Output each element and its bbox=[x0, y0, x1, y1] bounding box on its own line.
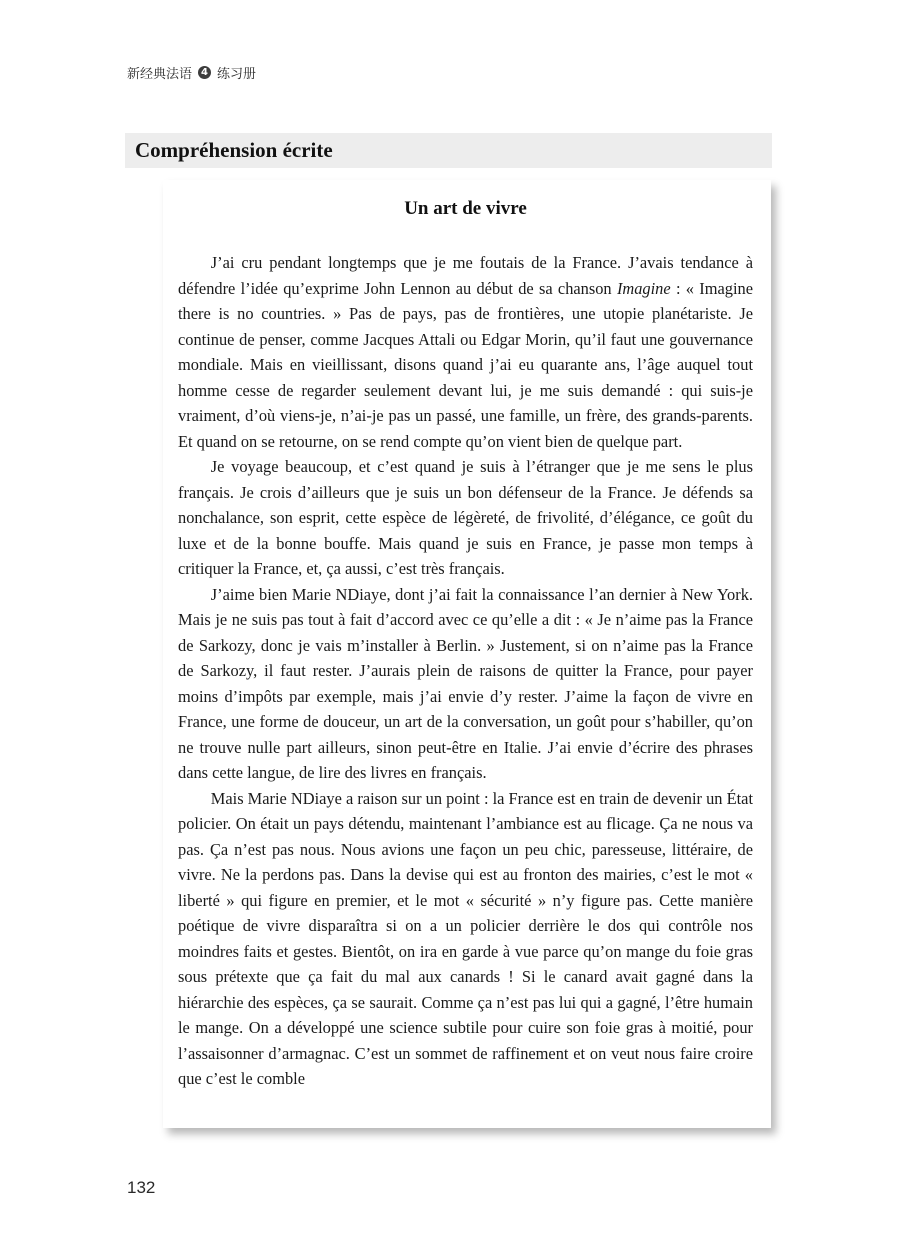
section-title: Compréhension écrite bbox=[125, 133, 772, 168]
paragraph: Mais Marie NDiaye a raison sur un point : la France est en train de devenir un État policier. On était un pays détendu, maintenant l’ambiance est au flicage. Ça ne nous va pas. Ça n’est pas nous. Nous avions une façon un peu chic, paresseuse, littéraire, de vivre. Ne la perdons pas. Dans la devise qui est au fronton des mairies, c’est le mot « liberté » qui figure en premier, et le mot « sécurité » n’y figure pas. Cette manière poétique de vivre disparaîtra si on a un policier derrière le dos qui contrôle nos moindres faits et gestes. Bientôt, on ira en garde à vue parce qu’on mange du foie gras sous prétexte que ça fait du mal aux canards ! Si le canard avait gagné dans la hiérarchie des espèces, ça se saurait. Comme ça n’est pas lui qui a gagné, l’être humain le mange. On a développé une science subtile pour cuire son foie gras à moitié, pour l’assaisonner d’armagnac. C’est un sommet de raffinement et on veut nous faire croire que c’est le comble bbox=[178, 788, 753, 1088]
paragraph-text: : « Imagine there is no countries. » Pas de pays, pas de frontières, une utopie planétariste. Je continue de penser, comme Jacques Attali ou Edgar Morin, qu’il faut une gouvernance mondiale. Mais en vieillissant, disons quand j’ai eu quarante ans, l’âge auquel tout homme cesse de regarder seulement devant lui, je me suis demandé : qui suis-je vraiment, d’où viens-je, n’ai-je pas un passé, une famille, un frère, des grands-parents. Et quand on se retourne, on se rend compte qu’on vient bien de quelque part. bbox=[178, 278, 754, 451]
page-number: 132 bbox=[127, 1178, 156, 1197]
paragraph bbox=[178, 250, 753, 454]
running-head bbox=[127, 63, 256, 82]
paragraph-text: J’ai cru pendant longtemps que je me foutais de la France. J’avais tendance à défendre l’idée qu’exprime John Lennon au début de sa chanson bbox=[178, 253, 753, 298]
book-title: 新经典法语 bbox=[127, 67, 193, 82]
article-title: Un art de vivre bbox=[404, 198, 527, 219]
article-body bbox=[178, 250, 753, 1092]
paragraph: Je voyage beaucoup, et c’est quand je suis à l’étranger que je me sens le plus français. Je crois d’ailleurs que je suis un bon défenseur de la France. Je défends sa nonchalance, son esprit, cette espèce de légèreté, de frivolité, d’élégance, ce goût du luxe et de la bonne bouffe. Mais quand je suis en France, je passe mon temps à critiquer la France, et, ça aussi, c’est très français. bbox=[178, 457, 753, 578]
book-subtitle: 练习册 bbox=[217, 67, 257, 82]
song-title: Imagine bbox=[616, 278, 671, 298]
volume-badge-icon: 4 bbox=[198, 66, 211, 79]
reading-passage-box bbox=[163, 180, 771, 1128]
paragraph: J’aime bien Marie NDiaye, dont j’ai fait la connaissance l’an dernier à New York. Mais je ne suis pas tout à fait d’accord avec ce qu’elle a dit : « Je n’aime pas la France de Sarkozy, donc je vais m’installer à Berlin. » Justement, si on n’aime pas la France de Sarkozy, il faut rester. J’aurais plein de raisons de quitter la France, pour payer moins d’impôts par exemple, mais j’ai envie d’y rester. J’aime la façon de vivre en France, une forme de douceur, un art de la conversation, un goût pour s’habiller, qu’on ne trouve nulle part ailleurs, sinon peut-être en Italie. J’ai envie d’écrire des phrases dans cette langue, de lire des livres en français. bbox=[178, 584, 753, 782]
